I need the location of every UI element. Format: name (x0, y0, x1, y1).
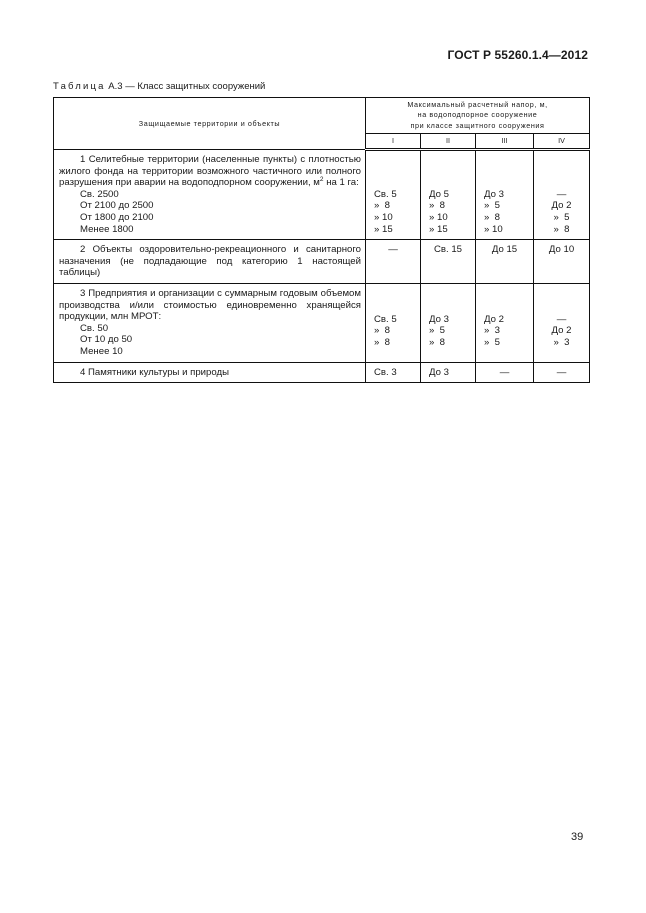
table-caption-title: А.3 — Класс защитных сооружений (105, 81, 266, 92)
row-subitem: Св. 2500 (80, 188, 119, 200)
column-header-class-ii: II (421, 134, 476, 150)
max-pressure-line: при классе защитного сооружения (410, 120, 545, 130)
protective-structures-class-table (53, 97, 590, 383)
row-description-text: 3 Предприятия и организации с суммарным годовым объемом производства и/или стоимостью единовременно хранящейся продукции, млн МРОТ: (59, 287, 361, 323)
table-caption (53, 81, 265, 92)
cell-class-ii: До 3 » 5 » 8 (421, 283, 476, 362)
cell-class-i: — (366, 240, 421, 284)
table-caption-prefix: Таблица (53, 81, 106, 92)
cell-class-iii: До 2 » 3 » 5 (476, 283, 534, 362)
column-header-objects: Защищаемые территории и объекты (54, 98, 366, 150)
document-id: ГОСТ Р 55260.1.4—2012 (447, 48, 588, 62)
cell-class-iii: До 15 (476, 240, 534, 284)
column-header-class-i: I (366, 134, 421, 150)
row-description (54, 362, 366, 383)
row-subitem: От 10 до 50 (80, 334, 133, 346)
row-description (54, 283, 366, 362)
row-subitem: Менее 10 (80, 345, 123, 357)
column-header-class-iii: III (476, 134, 534, 150)
cell-class-ii: До 3 (421, 362, 476, 383)
column-header-max-pressure (366, 98, 590, 134)
table-row (54, 362, 590, 383)
row-description-text: 4 Памятники культуры и природы (80, 366, 229, 378)
max-pressure-line: Максимальный расчетный напор, м, (407, 99, 548, 109)
table-row (54, 240, 590, 284)
row-subitem: От 1800 до 2100 (80, 211, 154, 223)
row-description-text: 2 Объекты оздоровительно-рекреационного и санитарного назначения (не подпадающие под категорию 1 настоящей таблицы) (59, 244, 361, 279)
cell-class-iv: — До 2 » 3 (534, 283, 590, 362)
table-row (54, 283, 590, 362)
max-pressure-line: на водоподпорное сооружение (417, 110, 538, 120)
row-description-text: 1 Селитебные территории (населенные пункты) с плотностью жилого фонда на территории возможного частичного или полного разрушения при аварии на водоподпорном сооружении, $м^2$ на 1 га: (59, 154, 361, 189)
row-description (54, 150, 366, 240)
page-number: 39 (571, 831, 584, 843)
row-subitem: От 2100 до 2500 (80, 200, 154, 212)
row-description (54, 240, 366, 284)
cell-class-i: Св. 3 (366, 362, 421, 383)
cell-class-iv: До 10 (534, 240, 590, 284)
row-subitem: Св. 50 (80, 322, 109, 334)
row-subitem: Менее 1800 (80, 223, 134, 235)
cell-class-i: Св. 5 » 8 » 8 (366, 283, 421, 362)
cell-class-iv: — (534, 362, 590, 383)
cell-class-iv: — До 2 » 5 » 8 (534, 150, 590, 240)
cell-class-iii: До 3 » 5 » 8 » 10 (476, 150, 534, 240)
cell-class-i: Св. 5 » 8 » 10 » 15 (366, 150, 421, 240)
table-row (54, 150, 590, 240)
cell-class-ii: Св. 15 (421, 240, 476, 284)
column-header-class-iv: IV (534, 134, 590, 150)
cell-class-iii: — (476, 362, 534, 383)
cell-class-ii: До 5 » 8 » 10 » 15 (421, 150, 476, 240)
